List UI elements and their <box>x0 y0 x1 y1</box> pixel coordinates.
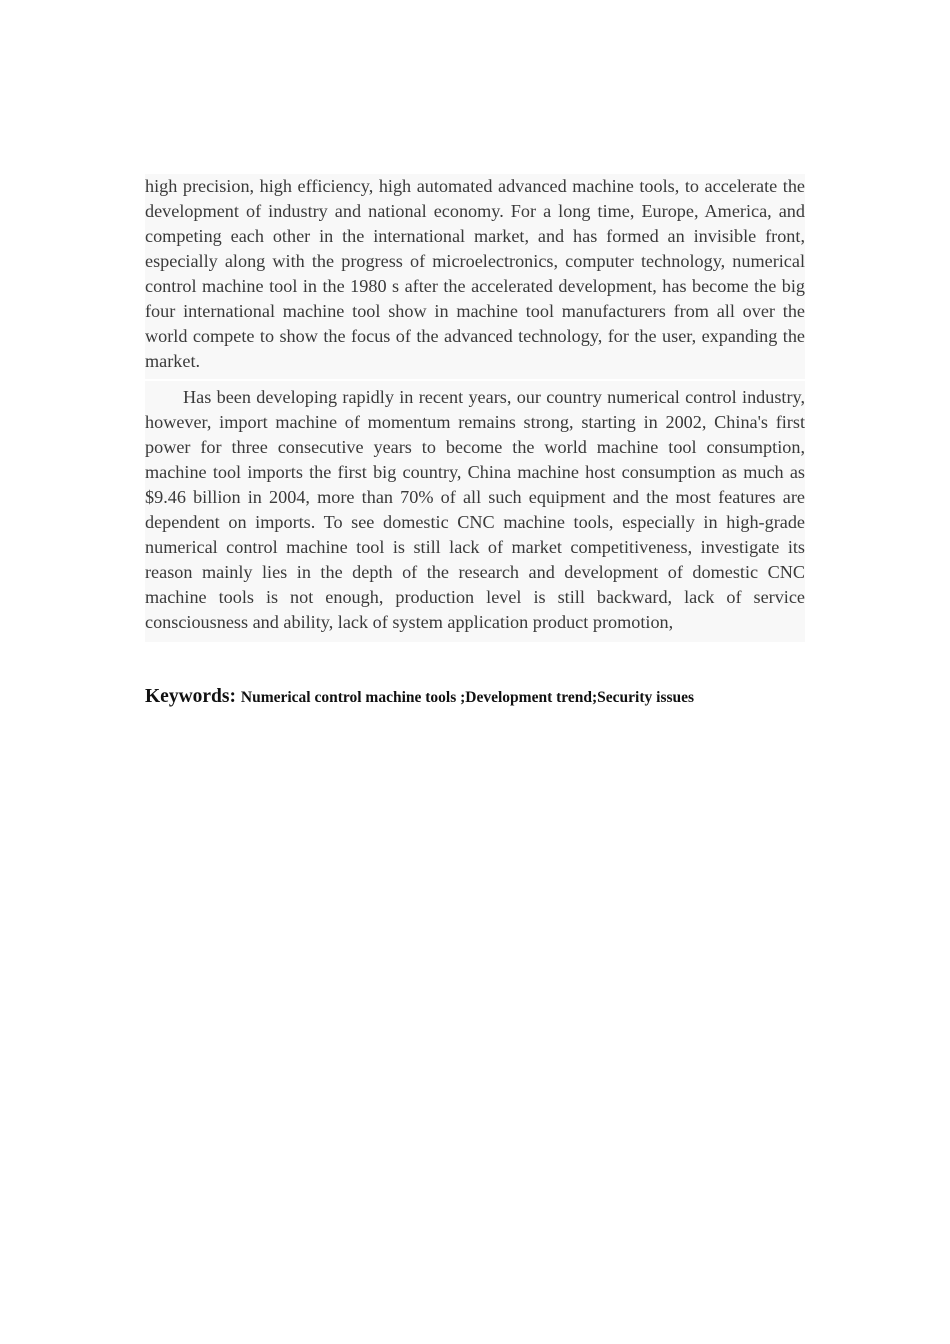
keywords-label: Keywords: <box>145 686 241 707</box>
paragraph-1: high precision, high efficiency, high automated advanced machine tools, to accelerate the development of industry and national economy. For a long time, Europe, America, and competing each other in the international market, and has formed an invisible front, especially along with the progress of microelectronics, computer technology, numerical control machine tool in the 1980 s after the accelerated development, has become the big four international machine tool show in machine tool manufacturers from all over the world compete to show the focus of the advanced technology, for the user, expanding the market. <box>145 174 805 379</box>
keywords-line <box>145 686 845 708</box>
paragraph-2: Has been developing rapidly in recent years, our country numerical control industry, however, import machine of momentum remains strong, starting in 2002, China's first power for three consecutive years to become the world machine tool consumption, machine tool imports the first big country, China machine host consumption as much as $9.46 billion in 2004, more than 70% of all such equipment and the most features are dependent on imports. To see domestic CNC machine tools, especially in high-grade numerical control machine tool is still lack of market competitiveness, investigate its reason mainly lies in the depth of the research and development of domestic CNC machine tools is not enough, production level is still backward, lack of service consciousness and ability, lack of system application product promotion, <box>145 381 805 642</box>
keywords-value: Numerical control machine tools ;Development trend;Security issues <box>240 689 695 706</box>
body-text <box>145 174 805 642</box>
